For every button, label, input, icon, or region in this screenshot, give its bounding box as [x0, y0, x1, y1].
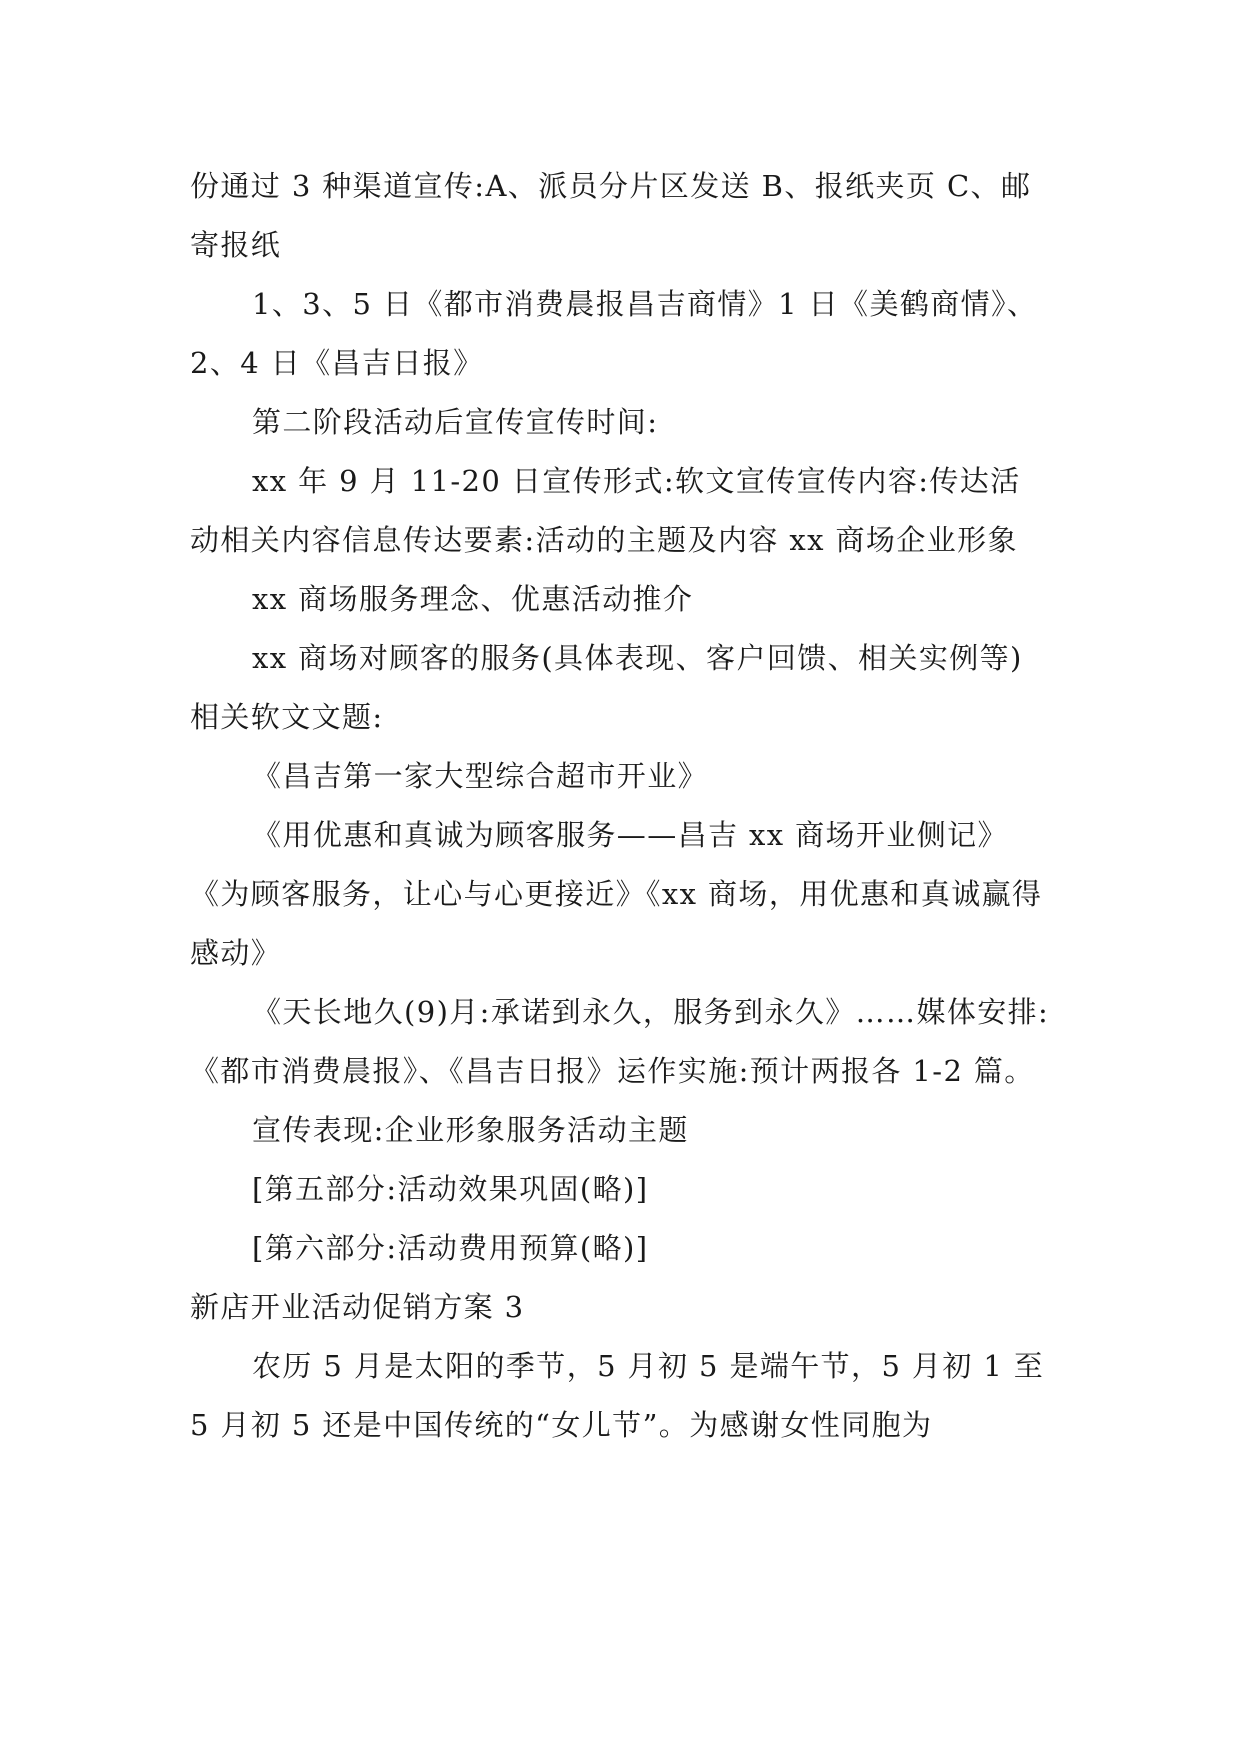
paragraph-article-titles: 《用优惠和真诚为顾客服务——昌吉 xx 商场开业侧记》《为顾客服务，让心与心更接近》《xx 商场，用优惠和真诚赢得感动》 — [190, 818, 1043, 970]
paragraph-schedule: 1、3、5 日《都市消费晨报昌吉商情》1 日《美鹤商情》、2、4 日《昌吉日报》 — [190, 287, 1038, 380]
paragraph-phase-two: 第二阶段活动后宣传宣传时间: — [252, 405, 659, 439]
paragraph-service-concept: xx 商场服务理念、优惠活动推介 — [252, 582, 694, 616]
paragraph-article-title-1: 《昌吉第一家大型综合超市开业》 — [252, 759, 709, 793]
paragraph-customer-service: xx 商场对顾客的服务(具体表现、客户回馈、相关实例等)相关软文文题: — [190, 641, 1023, 734]
paragraph-promotion-expression: 宣传表现:企业形象服务活动主题 — [252, 1113, 689, 1147]
section-heading: 新店开业活动促销方案 3 — [190, 1290, 525, 1324]
document-body — [190, 157, 1050, 1455]
paragraph-media-arrangement: 《天长地久(9)月:承诺到永久，服务到永久》……媒体安排:《都市消费晨报》、《昌吉日报》运作实施:预计两报各 1-2 篇。 — [190, 995, 1050, 1088]
paragraph-channels: 份通过 3 种渠道宣传:A、派员分片区发送 B、报纸夹页 C、邮寄报纸 — [190, 169, 1032, 262]
paragraph-part-six: [第六部分:活动费用预算(略)] — [252, 1231, 649, 1265]
paragraph-time-form: xx 年 9 月 11-20 日宣传形式:软文宣传宣传内容:传达活动相关内容信息传达要素:活动的主题及内容 xx 商场企业形象 — [190, 464, 1021, 557]
paragraph-dragon-boat: 农历 5 月是太阳的季节，5 月初 5 是端午节，5 月初 1 至 5 月初 5 还是中国传统的“女儿节”。为感谢女性同胞为 — [190, 1349, 1045, 1442]
paragraph-part-five: [第五部分:活动效果巩固(略)] — [252, 1172, 649, 1206]
